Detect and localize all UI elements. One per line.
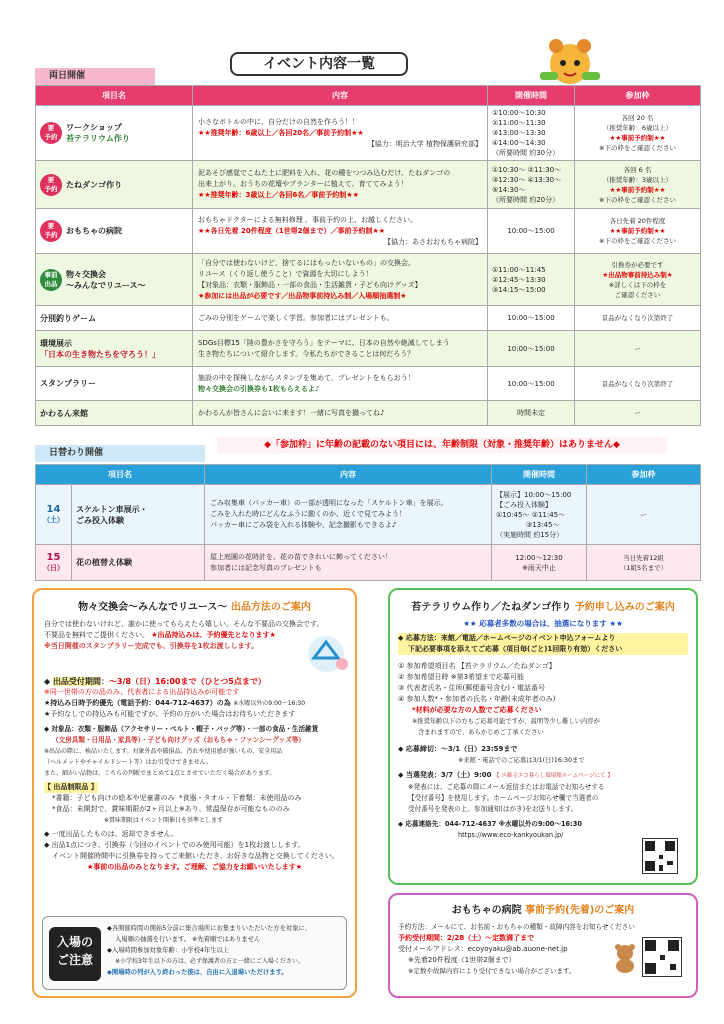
slot-line: ★★事前予約制★★ bbox=[609, 134, 666, 142]
slot-line: 引換券が必要です bbox=[611, 260, 664, 269]
item-name: 物々交換会 bbox=[66, 269, 106, 279]
slot-line: ※下の枠をご確認ください bbox=[599, 195, 676, 204]
announce-line: 受付番号を発表の上、参加通知(はがき)をお送りします。 bbox=[408, 805, 578, 813]
announce-line: ※発表には、ご応募の際にメール返信またはお電話でお知らせする bbox=[408, 783, 605, 791]
slot-line: 各回 20 名 bbox=[621, 114, 654, 122]
item-name: かわるん来館 bbox=[36, 401, 193, 426]
item-name: ワークショップ bbox=[66, 123, 122, 132]
required-item: ② 参加希望日時 ※第3希望まで応募可能 bbox=[398, 673, 525, 681]
table-row bbox=[36, 106, 701, 161]
toy-title: おもちゃの病院 bbox=[451, 905, 522, 916]
slot-line: ※下の枠をご確認ください bbox=[599, 237, 676, 245]
website-url[interactable]: https://www.eco-kankyoukan.jp/ bbox=[458, 831, 564, 839]
item-content: 小さなボトルの中に、自分だけの自然を作ろう！！ bbox=[198, 117, 359, 126]
time-line: ③14:15〜15:00 bbox=[492, 285, 546, 294]
item-content: ★★推奨年齢：6歳以上／各回20名／事前予約制★★ bbox=[198, 128, 364, 137]
toy-line: 予約方法：メールにて、お名前・おもちゃの種類・故障内容をお知らせください bbox=[398, 923, 635, 931]
swap-guide-box: 物々交換会〜みんなでリユース〜 出品方法のご案内 自分では使わないけれど、誰かに使ってもらえたら嬉しい。そんな不要品の交換会です。 不要品を無料でご提供ください。 ★出品持込みは、予約優先となります★ ※当日開催のスタンプラリー完成でも、引換券を1枚お渡しします。 ◆ 出品受付期間：〜3/8（日）16:00まで（ひとつ5点まで） ※同一世帯の方の品のみ、代表者による出品持込みが可能です ★持込み日時予約優先（電話予約：044-712-4637）の為 ※水曜以外の9:00〜16:30 ★予約なしでの持込みも可能ですが、予約の方がいた場合はお待ちいただきます ◆ 対象品：衣類・服飾品（アクセサリー・ベルト・帽子・バッグ等）・一部の食品・生活雑貨 （文房具類・日用品・家具等）・子ども向けグッズ（おもちゃ・ファンシーグッズ等） ※出品の際に、検品いたします。対象外品や破損品、汚れや使用感が強いもの、安全用品 （ヘルメットやチャイルドシート等）はお引受けできません。 また、細かい品物は、こちらの判断でまとめて1点とさせていただく場合があります。 【 出品制限品 】 *書籍：子ども向けの絵本や児童書のみ *食器・タオル・下着類：未使用品のみ *食品：未開封で、賞味期限が2ヶ月以上※あり、常温保存が可能なもののみ ※賞味期限はイベント開催日を基準とします ◆ 一度出品したものは、返却できません。 ◆ 出品1点につき、引換券（今回のイベントでのみ使用可能）を1枚お渡しします。 イベント開催時間中に引換券を持ってご来館いただき、お好きな品物と交換してください。 ★事前の出品のみとなります。ご理解、ご協力をお願いいたします★ 入場の ご注意 ◆各開催時間の開始5分前に集合場所にお集まりいただいた方を対象に、 入場順の抽選を行います。 ※先着順ではありません ◆入場時間参加対象年齢：小学校4年生以上 ※小学校3年生以下の方は、必ず保護者の方と一緒にご入場ください。 ◆開場時の列が入り終わった後は、自由に入退場いただけます。 bbox=[32, 588, 357, 998]
item-name: 分別釣りゲーム bbox=[36, 306, 193, 331]
toy-subtitle: 事前予約(先着)のご案内 bbox=[525, 905, 635, 916]
item-content: かわるんが皆さんに会いに来ます！一緒に写真を撮ってね♪ bbox=[193, 401, 488, 426]
restrict-label: 【 出品制限品 】 bbox=[44, 783, 98, 791]
items-note: （ヘルメットやチャイルドシート等）はお引受けできません。 bbox=[44, 759, 213, 766]
toy-line: ※先着20件程度（1世帯2個まで） bbox=[408, 956, 516, 964]
time-line: ②12:45〜13:30 bbox=[492, 275, 546, 284]
required-item: ③ 代表者氏名・住所(郵便番号含む)・電話番号 bbox=[398, 684, 545, 692]
lottery-notice: ★★ 応募者多数の場合は、抽選になります ★★ bbox=[463, 619, 623, 628]
reserve-subtitle: 予約申し込みのご案内 bbox=[574, 602, 675, 613]
announce-note: 【 エ藤寺エコ暮らし環境館ホームページにて 】 bbox=[493, 773, 613, 779]
item-content: ★★推奨年齢：3歳以上／各回6名／事前予約制★★ bbox=[198, 191, 359, 199]
time-line: 12:00〜12:30 bbox=[515, 553, 563, 562]
slot-line: 景品がなくなり次第終了 bbox=[575, 306, 701, 331]
table-header-row bbox=[36, 465, 701, 485]
slot-line: ※下の枠をご確認ください bbox=[599, 144, 676, 152]
item-content: リユース（くり返し使うこと）で資源を大切にしよう！ bbox=[198, 269, 373, 278]
item-subname: 「日本の生き物たちを守ろう！」 bbox=[40, 349, 160, 359]
item-content: 【対象品：衣類・服飾品・一部の食品・生活雑貨・子ども向けグッズ】 bbox=[198, 280, 422, 289]
toy-email[interactable]: 受付メールアドレス：ecoyoyaku@ab.auone-net.jp bbox=[398, 945, 568, 953]
required-item: ※推奨年齢以下の方もご応募可能ですが、説明等少し難しい内容が bbox=[412, 718, 600, 725]
item-content: 【協力：あさおおもちゃ病院】 bbox=[384, 237, 482, 246]
slot-line: ー bbox=[587, 485, 701, 545]
table-row bbox=[36, 209, 701, 254]
reservation-badge: 要 予約 bbox=[40, 220, 62, 242]
slot-line: 各回 6 名 bbox=[623, 165, 652, 174]
restrict-item: *食器・タオル・下着類：未使用品のみ bbox=[178, 794, 302, 802]
apply-deadline-note: ※来館・電話でのご応募は3/1(日)16:30まで bbox=[458, 757, 585, 764]
time-line: ②11:00〜11:30 bbox=[492, 119, 546, 127]
day-number: 14 bbox=[46, 504, 61, 515]
time-line: ①10:30〜 ②11:30〜 bbox=[492, 165, 562, 174]
table-row bbox=[36, 401, 701, 426]
slot-line: ★★事前予約制★★ bbox=[609, 185, 666, 194]
both-days-tag: 両日開催 bbox=[35, 68, 155, 85]
header-item: 項目名 bbox=[36, 86, 193, 106]
recycle-illustration bbox=[302, 632, 350, 676]
caution-line: 入場順の抽選を行います。 ※先着順ではありません bbox=[115, 936, 261, 943]
time-line: 10:00〜15:00 bbox=[507, 227, 555, 235]
item-content: 屋上庭園の花時計を、花の苗できれいに飾ってください！ bbox=[210, 552, 392, 561]
toy-line: ※定数や故障内容により受付できない場合がございます。 bbox=[408, 967, 576, 975]
apply-method: 応募方法：来館／電話／ホームページのイベント申込フォームより bbox=[405, 634, 616, 642]
header-slot: 参加枠 bbox=[575, 86, 701, 106]
item-name: 環境展示 bbox=[40, 338, 72, 348]
entry-caution-title: 入場の ご注意 bbox=[49, 927, 101, 981]
item-content: おもちゃドクターによる無料修理 。事前予約の上、お越しください。 bbox=[198, 215, 417, 224]
item-content: ★参加には出品が必要です／出品物事前持込み制／入場順抽選制★ bbox=[198, 291, 407, 300]
restrict-item: *書籍：子ども向けの絵本や児童書のみ bbox=[52, 794, 175, 802]
item-content: ごみを入れた時にどんなふうに動くのか、近くで見てみよう！ bbox=[210, 510, 406, 518]
page-title: イベント内容一覧 bbox=[230, 52, 408, 76]
target-items: （文房具類・日用品・家具等）・子ども向けグッズ（おもちゃ・ファンシーグッズ等） bbox=[52, 736, 305, 744]
time-line: 10:00〜15:00 bbox=[488, 367, 575, 401]
slot-line: （推奨年齢：3歳以上） bbox=[602, 175, 673, 184]
swap-intro: 不要品を無料でご提供ください。 bbox=[44, 631, 149, 639]
items-note: また、細かい品物は、こちらの判断でまとめて1点とさせていただく場合があります。 bbox=[44, 770, 276, 777]
item-content: SDGs目標15「陸の豊かさを守ろう」をテーマに、日本の自然や絶滅してしまう bbox=[198, 338, 450, 347]
required-item: ④ 参加人数*・参加者の氏名・年齢(未成年者のみ) bbox=[398, 695, 556, 703]
header-content: 内容 bbox=[205, 465, 492, 485]
deadline-label: 出品受付期間 bbox=[52, 677, 101, 686]
slot-line: ★★事前予約制★★ bbox=[609, 227, 666, 235]
swap-note: ★持込み日時予約優先（電話予約：044-712-4637）の為 bbox=[44, 699, 231, 707]
day-of-week: （日） bbox=[43, 564, 64, 572]
qr-code-icon bbox=[642, 937, 682, 977]
slot-line: 当日先着12組 bbox=[623, 553, 664, 562]
item-name: 花の植替え体験 bbox=[72, 545, 205, 581]
pre-submission-badge: 事前 出品 bbox=[40, 269, 62, 291]
required-item: 含まれますので、あらかじめご了承ください bbox=[418, 729, 544, 736]
reservation-guide-box: 苔テラリウム作り／たねダンゴ作り 予約申し込みのご案内 ★★ 応募者多数の場合は、抽選になります ★★ ◆ 応募方法：来館／電話／ホームページのイベント申込フォームより 下記必要事項を添えてご応募（項目毎(ごと)1回限り有効）ください ① 参加希望項目名 【苔テラリウム／たねダンゴ】 ② 参加希望日時 ※第3希望まで応募可能 ③ 代表者氏名・住所(郵便番号含む)・電話番号 ④ 参加人数*・参加者の氏名・年齢(未成年者のみ) *材料が必要な方の人数でご応募ください ※推奨年齢以下の方もご応募可能ですが、説明等少し難しい内容が 含まれますので、あらかじめご了承ください ◆ 応募締切：〜3/1（日）23:59まで ※来館・電話でのご応募は3/1(日)16:30まで ◆ 当選発表：3/7（土）9:00 【 エ藤寺エコ暮らし環境館ホームページにて 】 ※発表には、ご応募の際にメール返信またはお電話でお知らせする 【受付番号】を使用します。ホームページお知らせ欄で当選者の 受付番号を発表の上、参加通知(はがき)をお送りします。 ◆ 応募連絡先：044-712-4637 ※水曜以外の9:00〜16:30 https://www.eco-kankyoukan.jp/ bbox=[388, 588, 698, 885]
table-row bbox=[36, 367, 701, 401]
item-content: 【協力：明治大学 植物保護研究部】 bbox=[367, 139, 482, 148]
time-line: ③13:45〜 bbox=[526, 520, 560, 529]
slot-line: ご確認ください bbox=[614, 290, 661, 299]
table-header-row bbox=[36, 86, 701, 106]
both-days-table bbox=[35, 85, 701, 426]
swap-hours: ※水曜以外の9:00〜16:30 bbox=[233, 700, 306, 707]
header-item: 項目名 bbox=[36, 465, 205, 485]
item-subname: 〜みんなでリユース〜 bbox=[66, 280, 146, 290]
slot-line: （1組5名まで） bbox=[619, 563, 668, 572]
time-line: 10:00〜15:00 bbox=[488, 331, 575, 367]
swap-subtitle: 出品方法のご案内 bbox=[230, 602, 311, 613]
caution-line: ※小学校3年生以下の方は、必ず保護者の方と一緒にご入場ください。 bbox=[115, 958, 304, 965]
restrict-item: ※賞味期限はイベント開催日を基準とします bbox=[104, 817, 224, 824]
item-content: 出来上がり。おうちの花壇やプランターに植えて、育ててみよう！ bbox=[198, 180, 408, 188]
caution-line: ◆入場時間参加対象年齢：小学校4年生以上 bbox=[107, 947, 230, 954]
time-line: 時間未定 bbox=[488, 401, 575, 426]
time-line: ⑤14:30〜 bbox=[492, 185, 526, 194]
toy-line: 予約受付期間：2/28（土）〜定数満了まで bbox=[398, 934, 535, 942]
daily-tag: 日替わり開催 bbox=[35, 445, 205, 462]
time-line: （所要時間 約20分） bbox=[492, 195, 560, 204]
required-item: *材料が必要な方の人数でご応募ください bbox=[412, 706, 542, 714]
deadline-value: 〜3/8（日）16:00まで（ひとつ5点まで） bbox=[108, 677, 266, 686]
items-note: ※出品の際に、検品いたします。対象外品や破損品、汚れや使用感が強いもの、安全用品 bbox=[44, 748, 283, 755]
swap-note: ※同一世帯の方の品のみ、代表者による出品持込みが可能です bbox=[44, 688, 240, 696]
header-slot: 参加枠 bbox=[587, 465, 701, 485]
time-line: ①11:00〜11:45 bbox=[492, 265, 546, 274]
apply-method: 下記必要事項を添えてご応募（項目毎(ごと)1回限り有効）ください bbox=[398, 644, 688, 655]
item-subname: 苔テラリウム作り bbox=[66, 134, 130, 143]
item-content: ごみの分別をゲームで楽しく学習。参加者にはプレゼントも。 bbox=[193, 306, 488, 331]
slot-line: （推奨年齢：6歳以上） bbox=[602, 124, 673, 132]
item-name: たねダンゴ作り bbox=[66, 180, 123, 189]
table-row bbox=[36, 254, 701, 306]
swap-more: 出品1点につき、引換券（今回のイベントでのみ使用可能）を1枚お渡しします。 bbox=[51, 841, 305, 849]
swap-intro: ※当日開催のスタンプラリー完成でも、引換券を1枚お渡しします。 bbox=[44, 642, 259, 650]
announce-date: 当選発表：3/7（土）9:00 bbox=[405, 771, 492, 779]
reservation-badge: 要 予約 bbox=[40, 122, 62, 144]
time-line: ①10:45〜 ②11:45〜 bbox=[496, 510, 566, 519]
day-of-week: （土） bbox=[43, 516, 64, 524]
item-content: ごみ収集車（パッカー車）の一部が透明になった「スケルトン車」を展示。 bbox=[210, 499, 448, 507]
swap-intro: 自分では使わないけれど、誰かに使ってもらえたら嬉しい。そんな不要品の交換会です。 bbox=[44, 620, 324, 628]
age-notice: ◆「参加枠」に年齢の記載のない項目には、年齢制限（対象・推奨年齢）はありません◆ bbox=[217, 437, 667, 453]
table-row bbox=[36, 485, 701, 545]
restrict-item: *食品：未開封で、賞味期限が2ヶ月以上※あり、常温保存が可能なもののみ bbox=[52, 805, 290, 813]
header-time: 開催時間 bbox=[492, 465, 587, 485]
mascot-illustration bbox=[540, 38, 600, 90]
item-subname: ごみ投入体験 bbox=[76, 515, 124, 525]
time-line: ①10:00〜10:30 bbox=[492, 109, 546, 117]
item-name: スタンプラリー bbox=[36, 367, 193, 401]
table-row bbox=[36, 545, 701, 581]
caution-line: ◆各開催時間の開始5分前に集合場所にお集まりいただいた方を対象に、 bbox=[107, 925, 312, 932]
day-number: 15 bbox=[46, 552, 61, 563]
time-line: ④14:00〜14:30 bbox=[492, 139, 546, 147]
swap-note: ★予約なしでの持込みも可能ですが、予約の方がいた場合はお待ちいただきます bbox=[44, 710, 296, 718]
contact-info: 応募連絡先：044-712-4637 ※水曜以外の9:00〜16:30 bbox=[405, 820, 582, 828]
item-name: おもちゃの病院 bbox=[66, 226, 122, 236]
time-line: ③12:30〜 ④13:30〜 bbox=[492, 175, 562, 184]
caution-line: ◆開場時の列が入り終わった後は、自由に入退場いただけます。 bbox=[107, 969, 288, 976]
toy-hospital-box bbox=[388, 893, 698, 998]
target-items: 対象品：衣類・服飾品（アクセサリー・ベルト・帽子・バッグ等）・一部の食品・生活雑貨 bbox=[51, 725, 319, 733]
required-item: ① 参加希望項目名 【苔テラリウム／たねダンゴ】 bbox=[398, 662, 556, 670]
daily-table bbox=[35, 464, 701, 581]
item-content: 「自分では使わないけど、捨てるにはもったいないもの」の交換会。 bbox=[198, 258, 415, 267]
item-content: 泥あそび感覚でこねた土に肥料を入れ、花の種をつつみ込むだけ、たねダンゴの bbox=[198, 169, 451, 177]
reserve-title: 苔テラリウム作り／たねダンゴ作り bbox=[411, 602, 572, 613]
announce-line: 【受付番号】を使用します。ホームページお知らせ欄で当選者の bbox=[408, 794, 599, 802]
item-content: 物々交換会の引換券も1枚もらえるよ♪ bbox=[198, 384, 320, 393]
time-line: （所要時間 約30分） bbox=[492, 149, 560, 157]
header-time: 開催時間 bbox=[488, 86, 575, 106]
swap-title: 物々交換会〜みんなでリユース〜 bbox=[78, 602, 228, 613]
slot-line: ー bbox=[575, 331, 701, 367]
table-row bbox=[36, 161, 701, 209]
time-line: ※雨天中止 bbox=[522, 563, 556, 572]
slot-line: ※詳しくは下の枠を bbox=[608, 280, 667, 289]
time-line: ③13:00〜13:30 bbox=[492, 129, 546, 137]
swap-more: イベント開催時間中に引換券を持ってご来館いただき、お好きな品物と交換してください。 bbox=[52, 852, 339, 860]
table-row bbox=[36, 306, 701, 331]
slot-line: 各日先着 20件程度 bbox=[609, 217, 666, 225]
apply-deadline: 応募締切：〜3/1（日）23:59まで bbox=[405, 745, 518, 753]
header-content: 内容 bbox=[193, 86, 488, 106]
swap-more: ★事前の出品のみとなります。ご理解、ご協力をお願いいたします★ bbox=[87, 863, 302, 871]
time-line: （実施時間 約15分） bbox=[496, 530, 564, 539]
slot-line: 景品がなくなり次第終了 bbox=[575, 367, 701, 401]
item-name: スケルトン車展示・ bbox=[76, 504, 148, 514]
item-content: 参加者には記念写真のプレゼントも bbox=[210, 563, 322, 572]
swap-more: 一度出品したものは、返却できません。 bbox=[51, 830, 179, 838]
item-content: ★★各日先着 20件程度（1世帯2個まで）／事前予約制★★ bbox=[198, 226, 386, 235]
time-line: 10:00〜15:00 bbox=[488, 306, 575, 331]
time-line: 【ごみ投入体験】 bbox=[496, 500, 552, 509]
qr-code-icon bbox=[642, 838, 678, 874]
entry-caution-box bbox=[42, 916, 347, 990]
swap-intro: ★出品持込みは、予約優先となります★ bbox=[151, 631, 276, 639]
teddy-bear-illustration bbox=[612, 943, 638, 973]
item-content: パッカー車にごみ袋を入れる体験や、記念撮影もできるよ♪ bbox=[210, 521, 397, 529]
slot-line: ★出品物事前持込み制★ bbox=[602, 270, 673, 279]
table-row bbox=[36, 331, 701, 367]
slot-line: ー bbox=[575, 401, 701, 426]
reservation-badge: 要 予約 bbox=[40, 174, 62, 196]
item-content: 生き物たちについて紹介します。今私たちができることは何だろう？ bbox=[198, 349, 415, 358]
item-content: 施設の中を探検しながらスタンプを集めて、プレゼントをもらおう！ bbox=[198, 373, 415, 382]
time-line: 【展示】10:00〜15:00 bbox=[496, 490, 572, 499]
